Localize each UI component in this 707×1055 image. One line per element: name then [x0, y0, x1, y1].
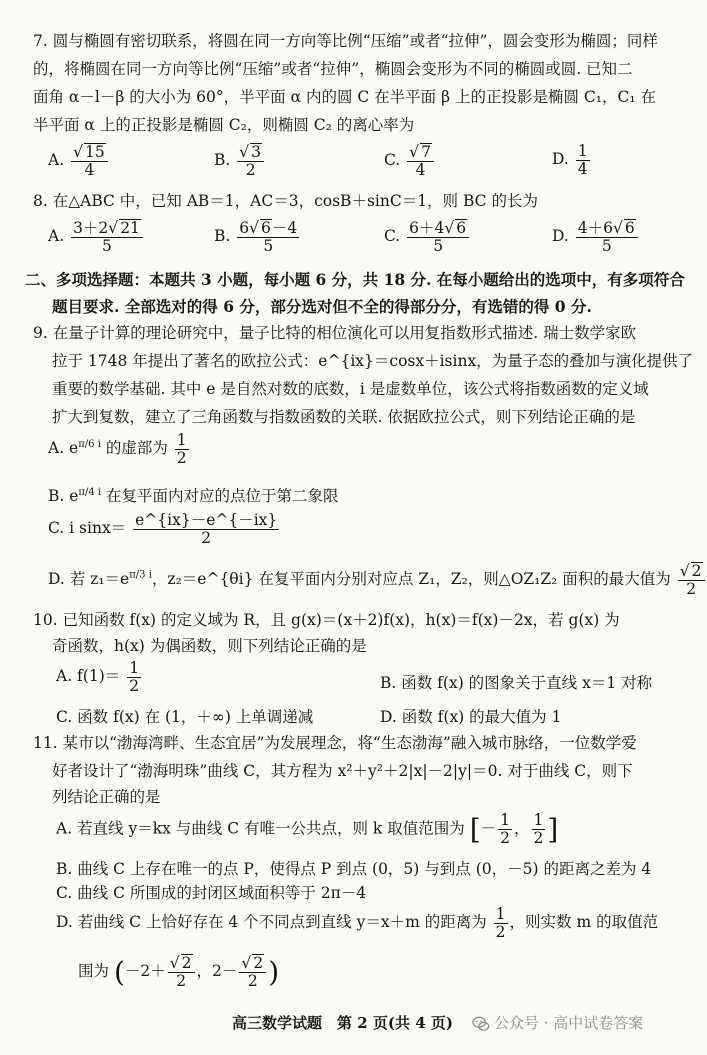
q11-line-2: 好者设计了“渤海明珠”曲线 C，其方程为 x²＋y²＋2|x|－2|y|＝0. 对于曲线 C，则下: [52, 762, 633, 780]
q7-option-a: A. $\frac{√ 15}{4}$: [48, 143, 110, 179]
q9-option-d: D. 若 $z_1=e^{\pi/3 i}$，z₂＝e^{θi} 在复平面内分别对应点 Z₁，Z₂，则△OZ₁Z₂ 面积的最大值为 $\frac{√ 2}{2}$: [48, 562, 707, 598]
q7-line-4: 半平面 α 上的正投影是椭圆 C₂，则椭圆 C₂ 的离心率为: [33, 116, 415, 134]
q11-option-d: D. 若曲线 C 上恰好存在 4 个不同点到直线 y＝x＋m 的距离为 $\frac{1}{2}$ ，则实数 m 的取值范: [56, 905, 659, 941]
q10-option-a: A. f(1)＝ $\frac{1}{2}$: [56, 659, 140, 695]
q8-option-d: D. $\frac{4+6√ 6}{5}$: [552, 219, 640, 255]
q11-option-c: C. 曲线 C 所围成的封闭区域面积等于 2π－4: [56, 884, 367, 902]
q9-option-c: C. i sinx＝ $\frac{e\^{}\{ix\}-e\^{}\{-ix\}}{2}$: [48, 511, 278, 547]
q8-option-b: B. $\frac{6√ 6-4}{5}$: [214, 219, 298, 256]
q11-line-1: 11. 某市以“渤海湾畔、生态宜居”为发展理念，将“生态渤海”融入城市脉络，一位数学爱: [33, 734, 637, 752]
q8-stem: 8. 在△ABC 中，已知 AB＝1，AC＝3，cosB＋sinC＝1，则 BC 的长为: [33, 192, 538, 210]
q9-option-a: A. $e^{\pi/6 i}$ 的虚部为 $\frac{1}{2}$: [48, 431, 187, 467]
q10-option-b: B. 函数 f(x) 的图象关于直线 x＝1 对称: [380, 674, 653, 692]
q9-line-3: 重要的数学基础. 其中 e 是自然对数的底数，i 是虚数单位，该公式将指数函数的定义域: [52, 380, 649, 398]
q10-line-1: 10. 已知函数 f(x) 的定义域为 R，且 g(x)＝(x＋2)f(x)，h(x)＝f(x)－2x，若 g(x) 为: [33, 611, 620, 629]
section-2-heading-line-2: 题目要求. 全部选对的得 6 分，部分选对但不全的得部分分，有选错的得 0 分.: [52, 297, 592, 316]
q7-option-d: D. $\frac{1}{4}$: [552, 142, 588, 178]
watermark: [472, 1014, 643, 1033]
q10-option-c: C. 函数 f(x) 在 (1，＋∞) 上单调递减: [56, 708, 314, 726]
q7-line-2: 的，将椭圆在同一方向等比例“压缩”或者“拉伸”，椭圆会变形为不同的椭圆或圆. 已知二: [33, 60, 633, 78]
wechat-icon: [472, 1015, 490, 1033]
q7-line-1: 7. 圆与椭圆有密切联系，将圆在同一方向等比例“压缩”或者“拉伸”，圆会变形为椭圆；同样: [33, 32, 658, 50]
q11-option-b: B. 曲线 C 上存在唯一的点 P，使得点 P 到点 (0，5) 与到点 (0，－5) 的距离之差为 4: [56, 860, 652, 878]
q11-option-d-line-2: 围为 (－2＋ $\frac{√ 2}{2}$ ，2－ $\frac{√ 2}{2}$ ): [78, 954, 280, 991]
section-2-heading: 二、多项选择题：本题共 3 小题，每小题 6 分，共 18 分. 在每小题给出的选项中，有多项符合: [25, 270, 685, 289]
watermark-text: 公众号 · 高中试卷答案: [494, 1014, 644, 1032]
q9-line-4: 扩大到复数，建立了三角函数与指数函数的关联. 依据欧拉公式，则下列结论正确的是: [52, 408, 636, 426]
q9-line-1: 9. 在量子计算的理论研究中，量子比特的相位演化可以用复指数形式描述. 瑞士数学家欧: [33, 324, 637, 342]
q8-option-c: C. $\frac{6+4√ 6}{5}$: [384, 219, 471, 255]
q8-option-a: A. $\frac{3+2√ 21}{5}$: [48, 219, 145, 255]
q10-line-2: 奇函数，h(x) 为偶函数，则下列结论正确的是: [52, 637, 367, 655]
q7-option-c: C. $\frac{√ 7}{4}$: [384, 143, 436, 179]
q10-option-d: D. 函数 f(x) 的最大值为 1: [380, 708, 562, 726]
q11-line-3: 列结论正确的是: [52, 788, 161, 806]
q7-option-b: B. $\frac{√ 3}{2}$: [214, 143, 266, 179]
q9-line-2: 拉于 1748 年提出了著名的欧拉公式：e^{ix}＝cosx＋isinx，为量子态的叠加与演化提供了: [52, 352, 694, 370]
q11-option-a: A. 若直线 y＝kx 与曲线 C 有唯一公共点，则 k 取值范围为 [－ $\frac{1}{2}$ ， $\frac{1}{2}$ ]: [56, 811, 559, 847]
q7-line-3: 面角 α－l－β 的大小为 60°，半平面 α 内的圆 C 在半平面 β 上的正投影是椭圆 C₁，C₁ 在: [33, 88, 656, 106]
page-number: 高三数学试题 第 2 页(共 4 页): [232, 1014, 453, 1032]
q9-option-b: B. $e^{\pi/4 i}$ 在复平面内对应的点位于第二象限: [48, 487, 339, 506]
